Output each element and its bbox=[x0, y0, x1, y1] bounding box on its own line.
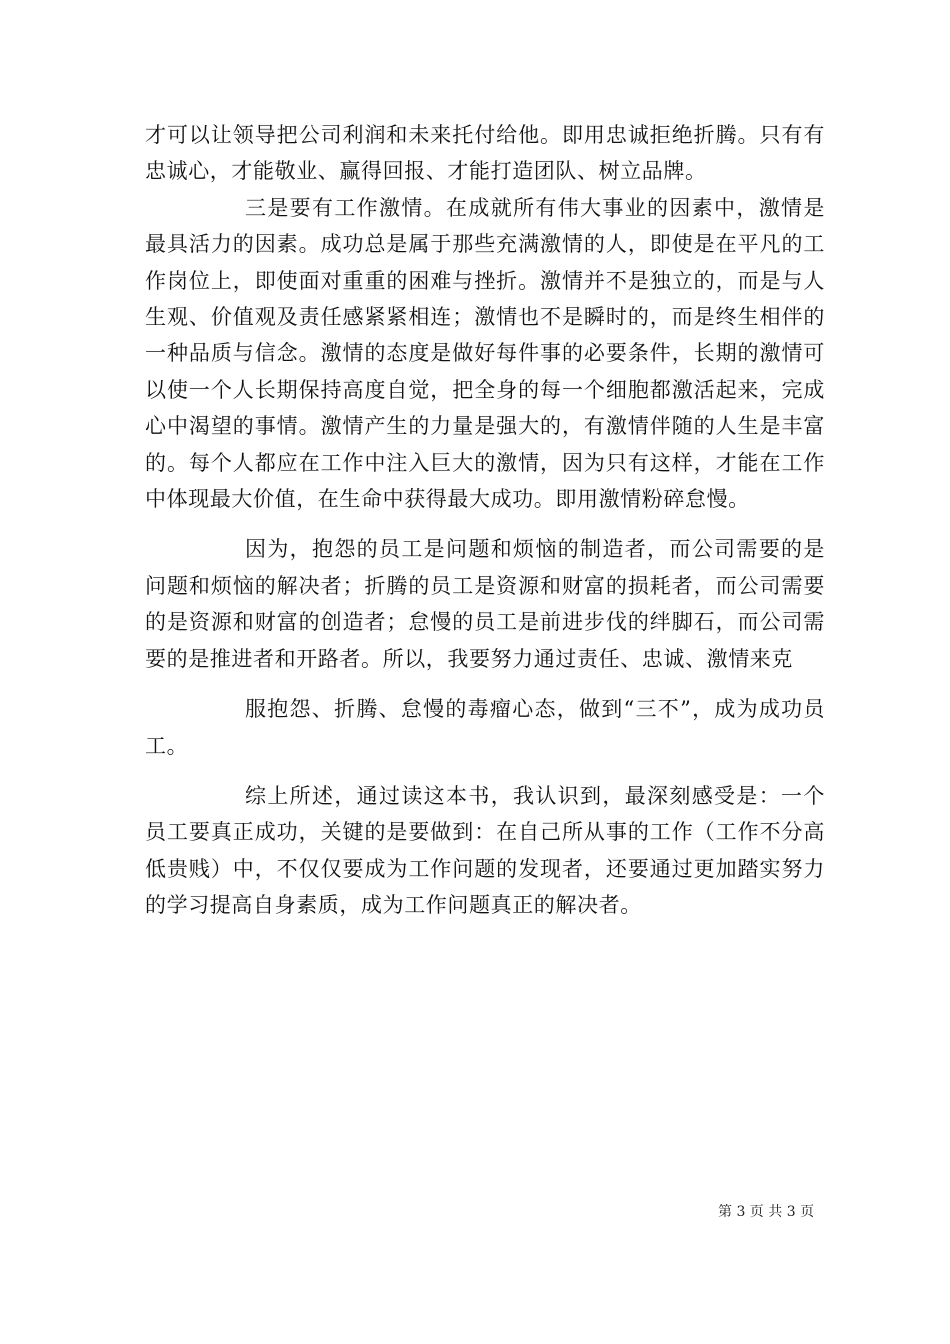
paragraph-conclusion: 综上所述，通过读这本书，我认识到，最深刻感受是：一个员工要真正成功，关键的是要做到：在自己所从事的工作（工作不分高低贵贱）中，不仅仅要成为工作问题的发现者，还要通过更加踏实努力的学习提高自身素质，成为工作问题真正的解决者。 bbox=[145, 783, 825, 918]
document-body bbox=[145, 117, 825, 924]
page-number: 第 3 页 共 3 页 bbox=[718, 1204, 815, 1220]
paragraph-continuation: 才可以让领导把公司利润和未来托付给他。即用忠诚拒绝折腾。只有有忠诚心，才能敬业、赢得回报、才能打造团队、树立品牌。 bbox=[145, 123, 825, 184]
paragraph-overcome: 服抱怨、折腾、怠慢的毒瘤心态，做到“三不”，成为成功员工。 bbox=[145, 697, 825, 758]
paragraph-work-passion: 三是要有工作激情。在成就所有伟大事业的因素中，激情是最具活力的因素。成功总是属于那些充满激情的人，即使是在平凡的工作岗位上，即使面对重重的困难与挫折。激情并不是独立的，而是与人生观、价值观及责任感紧紧相连；激情也不是瞬时的，而是终生相伴的一种品质与信念。激情的态度是做好每件事的必要条件，长期的激情可以使一个人长期保持高度自觉，把全身的每一个细胞都激活起来，完成心中渴望的事情。激情产生的力量是强大的，有激情伴随的人生是丰富的。每个人都应在工作中注入巨大的激情，因为只有这样，才能在工作中体现最大价值，在生命中获得最大成功。即用激情粉碎怠慢。 bbox=[145, 195, 825, 512]
paragraph-because: 因为，抱怨的员工是问题和烦恼的制造者，而公司需要的是问题和烦恼的解决者；折腾的员工是资源和财富的损耗者，而公司需要的是资源和财富的创造者；怠慢的员工是前进步伐的绊脚石，而公司需要的是推进者和开路者。所以，我要努力通过责任、忠诚、激情来克 bbox=[145, 537, 825, 671]
